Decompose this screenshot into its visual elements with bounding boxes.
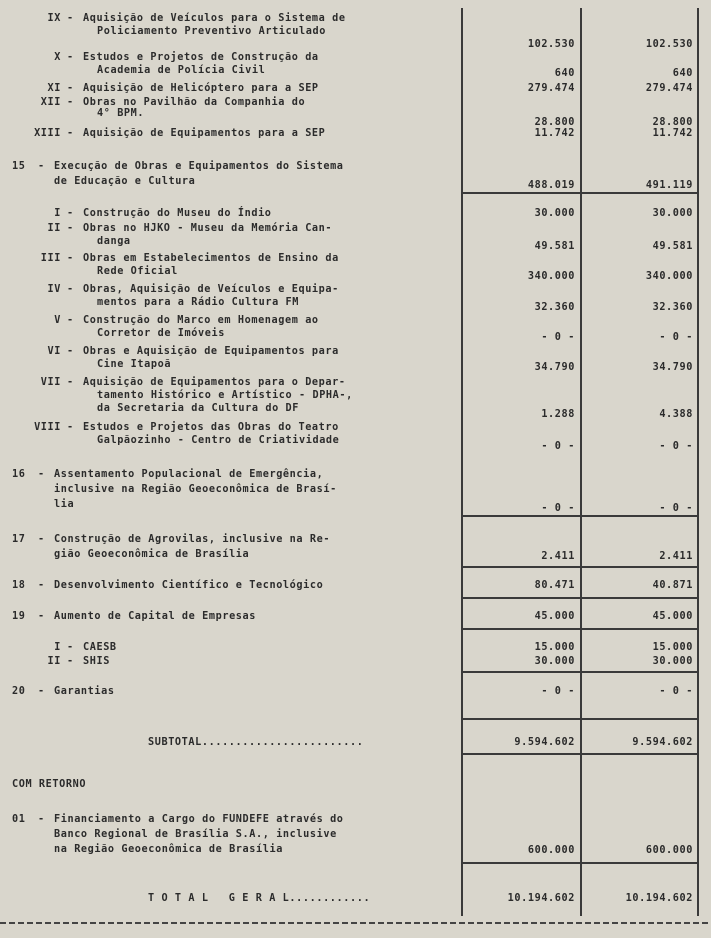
row-text: Policiamento Preventivo Articulado [97,26,326,37]
row-text: Estudos e Projetos das Obras do Teatro [83,422,339,433]
value-col1: - 0 - [541,686,575,697]
value-col2: 49.581 [652,241,693,252]
value-col2: 2.411 [659,551,693,562]
row-text: Obras no Pavilhão da Companhia do [83,97,306,108]
section-rule [461,753,699,755]
row-text: Banco Regional de Brasília S.A., inclusive [54,829,337,840]
row-text: Aquisição de Equipamentos para o Depar- [83,377,346,388]
value-col1: 488.019 [527,180,575,191]
row-text: lia [54,499,75,510]
value-col1: - 0 - [541,441,575,452]
row-number: 20 [12,686,26,697]
row-number: XI [47,83,61,94]
subtotal-label: SUBTOTAL........................ [148,737,364,748]
section-rule [461,566,699,568]
row-text: tamento Histórico e Artístico - DPHA-, [97,390,353,401]
row-text: na Região Geoeconômica de Brasília [54,844,283,855]
row-number: II [47,656,61,667]
row-text: de Educação e Cultura [54,176,196,187]
row-number: 19 [12,611,26,622]
value-col2: - 0 - [659,503,693,514]
total-label: T O T A L G E R A L............ [148,893,371,904]
value-col1: 30.000 [534,208,575,219]
subtotal-col1: 9.594.602 [514,737,575,748]
value-col2: 28.800 [652,117,693,128]
row-text: Garantias [54,686,115,697]
row-number: VII [40,377,61,388]
row-number: 01 [12,814,26,825]
section-rule [461,862,699,864]
row-text: Obras e Aquisição de Equipamentos para [83,346,339,357]
value-col1: 1.288 [541,409,575,420]
row-text: da Secretaria da Cultura do DF [97,403,300,414]
row-text: Aquisição de Equipamentos para a SEP [83,128,326,139]
row-number: VI [47,346,61,357]
row-text: Galpãozinho - Centro de Criatividade [97,435,340,446]
value-col1: 45.000 [534,611,575,622]
column-rule-left [461,8,463,916]
column-rule-middle [580,8,582,916]
row-text: danga [97,236,131,247]
row-text: Construção de Agrovilas, inclusive na Re- [54,534,331,545]
value-col2: 340.000 [645,271,693,282]
row-text: Aquisição de Helicóptero para a SEP [83,83,319,94]
value-col2: 45.000 [652,611,693,622]
row-text: Construção do Museu do Índio [83,208,272,219]
row-text: SHIS [83,656,110,667]
value-col1: 15.000 [534,642,575,653]
value-col2: 640 [672,68,693,79]
value-col1: 32.360 [534,302,575,313]
row-number: I [54,208,61,219]
row-text: Execução de Obras e Equipamentos do Sistema [54,161,344,172]
row-number: IV [47,284,61,295]
row-text: Corretor de Imóveis [97,328,225,339]
row-text: CAESB [83,642,117,653]
row-text: Financiamento a Cargo do FUNDEFE através do [54,814,344,825]
row-text: inclusive na Região Geoeconômica de Brasí- [54,484,337,495]
row-text: Obras no HJKO - Museu da Memória Can- [83,223,333,234]
section-rule [461,192,699,194]
value-col2: - 0 - [659,441,693,452]
row-number: III [40,253,61,264]
column-rule-right [697,8,699,916]
row-text: gião Geoeconômica de Brasília [54,549,250,560]
value-col1: 340.000 [527,271,575,282]
section-heading: COM RETORNO [12,779,87,790]
value-col1: 80.471 [534,580,575,591]
value-col1: 600.000 [527,845,575,856]
row-number: XIII [34,128,61,139]
section-rule [461,628,699,630]
value-col2: 32.360 [652,302,693,313]
row-text: Cine Itapoã [97,359,172,370]
row-text: Academia de Polícia Civil [97,65,266,76]
dashed-divider [0,922,711,924]
total-col1: 10.194.602 [507,893,575,904]
section-rule [461,597,699,599]
value-col1: - 0 - [541,503,575,514]
value-col1: 640 [554,68,575,79]
document-page: IX - Aquisição de Veículos para o Sistema de Policiamento Preventivo Articulado 102.530 102.530 X - Estudos e Projetos de Construção da Academia de Polícia Civil 640 640 XI - Aquisição de Helicóptero para a SEP 279.474 279.474 XII - Obras no Pavilhão da Companhia do 4° BPM. 28.800 28.800 XIII - Aquisição de Equipamentos para a SEP 11.742 11.742 15 - Execução de Obras e Equipamentos do Sistema de Educação e Cultura 488.019 491.119 I - Construção do Museu do Índio 30.000 30.000 II - Obras no HJKO - Museu da Memória Can- danga 49.581 49.581 III - Obras em Estabelecimentos de Ensino da Rede Oficial 340.000 340.000 IV - Obras, Aquisição de Veículos e Equipa- mentos para a Rádio Cultura FM 32.360 32.360 V - Construção do Marco em Homenagem ao Corretor de Imóveis - 0 - - 0 - VI - Obras e Aquisição de Equipamentos para Cine Itapoã 34.790 34.790 VII - Aquisição de Equipamentos para o Depar- tamento Histórico e Artístico - DPHA-, da Secretaria da Cultura do DF 1.288 4.388 VIII - Estudos e Projetos das Obras do Teatro Galpãozinho - Centro de Criatividade - 0 - - 0 - 16 - Assentamento Populacional de Emergência, inclusive na Região Geoeconômica de Brasí- lia - 0 - - 0 - 17 - Construção de Agrovilas, inclusive na Re- gião Geoeconômica de Brasília 2.411 2.411 18 - Desenvolvimento Científico e Tecnológico 80.471 40.871 19 - Aumento de Capital de Empresas 45.000 45.000 I - CAESB 15.000 15.000 II - SHIS 30.000 30.000 20 - Garantias - 0 - - 0 - SUBTOTAL........................ 9.594.602 9.594.602 COM RETORNO 01 - Financiamento a Cargo do FUNDEFE através do Banco Regional de Brasília S.A., inclusive na Região Geoeconômica de Brasília 600.000 600.000 T O T A L G E R A L............ 10.194.602 10.194.602 [0,0,711,938]
value-col2: 279.474 [645,83,693,94]
value-col1: - 0 - [541,332,575,343]
row-text: 4° BPM. [97,108,145,119]
value-col2: 30.000 [652,208,693,219]
row-text: Aquisição de Veículos para o Sistema de [83,13,346,24]
value-col1: 49.581 [534,241,575,252]
value-col2: - 0 - [659,686,693,697]
value-col1: 28.800 [534,117,575,128]
value-col1: 279.474 [527,83,575,94]
value-col2: 4.388 [659,409,693,420]
row-number: X [54,52,61,63]
value-col1: 34.790 [534,362,575,373]
row-text: Obras, Aquisição de Veículos e Equipa- [83,284,339,295]
row-text: Assentamento Populacional de Emergência, [54,469,324,480]
row-number: IX [47,13,61,24]
value-col2: 491.119 [645,180,693,191]
section-rule [461,718,699,720]
row-number: 16 [12,469,26,480]
row-number: II [47,223,61,234]
row-number: 15 [12,161,26,172]
value-col2: 34.790 [652,362,693,373]
row-number: 17 [12,534,26,545]
value-col2: 15.000 [652,642,693,653]
value-col1: 11.742 [534,128,575,139]
value-col1: 102.530 [527,39,575,50]
row-number: XII [40,97,61,108]
subtotal-col2: 9.594.602 [632,737,693,748]
row-number: V [54,315,61,326]
value-col2: 600.000 [645,845,693,856]
row-text: Desenvolvimento Científico e Tecnológico [54,580,324,591]
row-number: I [54,642,61,653]
value-col2: 102.530 [645,39,693,50]
row-text: Rede Oficial [97,266,178,277]
section-rule [461,671,699,673]
value-col1: 30.000 [534,656,575,667]
row-text: mentos para a Rádio Cultura FM [97,297,300,308]
value-col2: 40.871 [652,580,693,591]
row-text: Estudos e Projetos de Construção da [83,52,319,63]
row-text: Obras em Estabelecimentos de Ensino da [83,253,339,264]
section-rule [461,515,699,517]
row-number: VIII [34,422,61,433]
row-text: Aumento de Capital de Empresas [54,611,257,622]
value-col2: 30.000 [652,656,693,667]
value-col2: - 0 - [659,332,693,343]
row-text: Construção do Marco em Homenagem ao [83,315,319,326]
total-col2: 10.194.602 [625,893,693,904]
value-col2: 11.742 [652,128,693,139]
value-col1: 2.411 [541,551,575,562]
row-number: 18 [12,580,26,591]
